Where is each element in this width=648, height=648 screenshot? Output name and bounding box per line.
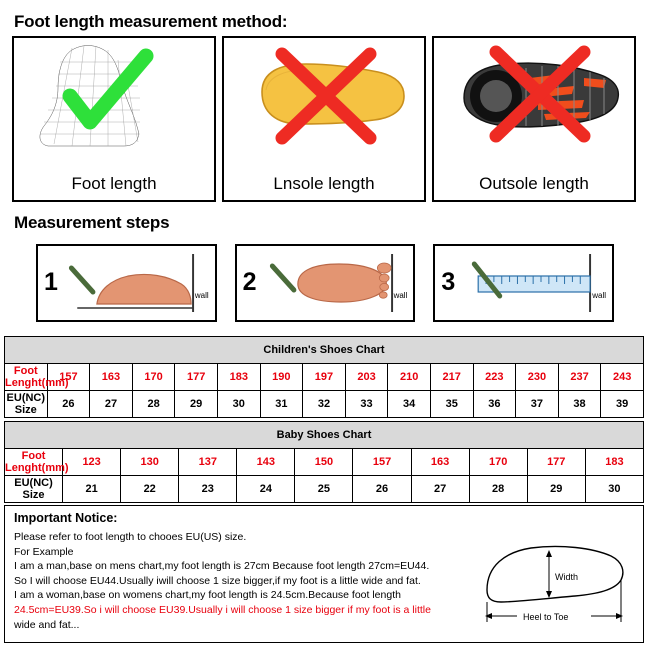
chart-title: Baby Shoes Chart: [5, 422, 644, 449]
cell: 31: [260, 391, 303, 418]
step-box-1: [36, 244, 217, 322]
notice-line: [14, 545, 469, 560]
wall-label: wall: [194, 291, 209, 300]
cell: 157: [47, 364, 90, 391]
cell: 30: [585, 476, 643, 503]
cell: 237: [558, 364, 601, 391]
foot-side-wall-icon: [38, 246, 215, 320]
section-title-measurement-steps: Measurement steps: [14, 213, 170, 232]
notice-line-text: So I will choose EU44.Usually iwill choose 1 size bigger,if my foot is a little wide and fat.: [14, 574, 421, 587]
important-notice-box: [4, 505, 644, 643]
cell: 32: [303, 391, 346, 418]
cell: 230: [516, 364, 559, 391]
row-label: EU(NC) Size: [5, 476, 63, 503]
table-row: [5, 391, 644, 418]
cell: 243: [601, 364, 644, 391]
cell: 24: [237, 476, 295, 503]
baby-shoes-chart: [4, 421, 644, 503]
notice-line-text: For Example: [14, 545, 74, 558]
cell: 137: [179, 449, 237, 476]
cell: 210: [388, 364, 431, 391]
cell: 163: [411, 449, 469, 476]
cell: 22: [121, 476, 179, 503]
size-charts: [4, 336, 644, 503]
notice-line-text: Please refer to foot length to chooes EU(US) size.: [14, 531, 247, 543]
notice-line-text: I am a man,base on mens chart,my foot length is 27cm Because foot length 27cm=EU44.: [14, 560, 430, 573]
wall-label: wall: [592, 291, 607, 300]
cell: 190: [260, 364, 303, 391]
cell: 35: [430, 391, 473, 418]
cell: 183: [217, 364, 260, 391]
wall-label: wall: [393, 291, 408, 300]
row-label: Foot Lenght(mm): [5, 450, 69, 474]
step-box-2: [235, 244, 416, 322]
foot-measure-diagram-icon: [465, 528, 635, 630]
cell: 203: [345, 364, 388, 391]
ruler-wall-icon: [435, 246, 612, 320]
chart-title: Children's Shoes Chart: [5, 337, 644, 364]
table-row: [5, 449, 644, 476]
cell: 130: [121, 449, 179, 476]
childrens-shoes-chart: [4, 336, 644, 418]
table-row: [5, 476, 644, 503]
notice-line-text: 24.5cm=EU39.So i will choose EU39.Usually i will choose 1 size bigger if my foot is a little: [14, 603, 431, 616]
cell: 26: [353, 476, 411, 503]
diagram-width-label: [0, 0, 1, 1]
cell: 170: [469, 449, 527, 476]
cell: 143: [237, 449, 295, 476]
step-number: 3: [441, 268, 456, 296]
method-box-foot-length: [12, 36, 216, 202]
page-title: Foot length measurement method:: [14, 12, 288, 31]
chart-title-row: [5, 337, 644, 364]
steps-row: [36, 244, 614, 322]
cell: 25: [295, 476, 353, 503]
notice-line-text: wide and fat...: [14, 618, 80, 631]
cell: 197: [303, 364, 346, 391]
method-box-outsole-length: [432, 36, 636, 202]
cell: 177: [527, 449, 585, 476]
cell: 157: [353, 449, 411, 476]
cell: 29: [527, 476, 585, 503]
cell: 183: [585, 449, 643, 476]
length-label: Heel to Toe: [523, 612, 569, 622]
cell: 23: [179, 476, 237, 503]
notice-line: [14, 603, 469, 618]
notice-line-text: I am a woman,base on womens chart,my foot length is 24.5cm.Because foot length: [14, 589, 401, 602]
cell: 36: [473, 391, 516, 418]
cell: 28: [469, 476, 527, 503]
row-label: EU(NC) Size: [5, 391, 48, 418]
notice-body: [14, 530, 469, 632]
method-row: [12, 36, 636, 202]
foot-grid-icon: [14, 38, 214, 156]
notice-title: Important Notice:: [14, 511, 118, 525]
cell: 29: [175, 391, 218, 418]
step-number: 1: [44, 268, 58, 296]
cell: 26: [47, 391, 90, 418]
cell: 27: [90, 391, 133, 418]
cell: 27: [411, 476, 469, 503]
notice-line: [14, 574, 469, 589]
cell: 21: [63, 476, 121, 503]
cell: 177: [175, 364, 218, 391]
cell: 39: [601, 391, 644, 418]
cell: 28: [132, 391, 175, 418]
notice-line: [14, 530, 469, 545]
cell: 123: [63, 449, 121, 476]
cell: 33: [345, 391, 388, 418]
cell: 223: [473, 364, 516, 391]
foot-sole-wall-icon: [237, 246, 414, 320]
cell: 170: [132, 364, 175, 391]
cell: 34: [388, 391, 431, 418]
method-label: Outsole length: [479, 174, 589, 193]
cell: 38: [558, 391, 601, 418]
method-label: Lnsole length: [273, 174, 375, 193]
chart-title-row: [5, 422, 644, 449]
cell: 150: [295, 449, 353, 476]
step-number: 2: [242, 268, 257, 296]
method-box-insole-length: [222, 36, 426, 202]
diagram-length-label: [0, 0, 1, 1]
insole-icon: [224, 38, 424, 156]
notice-line: [14, 588, 469, 603]
outsole-icon: [434, 38, 634, 156]
cell: 217: [430, 364, 473, 391]
cell: 30: [217, 391, 260, 418]
notice-line: [14, 618, 469, 633]
method-label: Foot length: [71, 174, 157, 193]
notice-line: [14, 559, 469, 574]
width-label: Width: [555, 572, 579, 582]
table-row: [5, 364, 644, 391]
row-label: Foot Lenght(mm): [5, 365, 69, 389]
step-box-3: [433, 244, 614, 322]
cell: 163: [90, 364, 133, 391]
cell: 37: [516, 391, 559, 418]
